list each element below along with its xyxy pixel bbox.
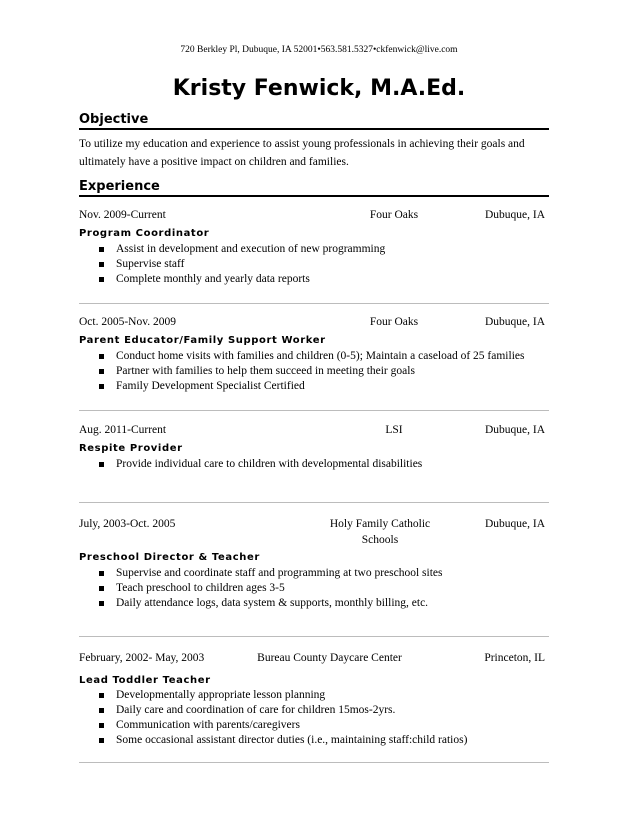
list-item (79, 733, 549, 748)
objective-line-1: To utilize my education and experience to assist young professionals in achieving their goals and (79, 138, 525, 150)
job-date: Aug. 2011-Current (79, 424, 167, 436)
job-title: Respite Provider (79, 443, 183, 454)
job-header-row (79, 421, 549, 439)
job-header-row (79, 516, 549, 550)
job-org (315, 516, 445, 548)
bullet-text: Daily care and coordination of care for children 15mos-2yrs. (116, 704, 396, 716)
bullet-text: Conduct home visits with families and children (0-5); Maintain a caseload of 25 families (116, 350, 525, 362)
square-bullet-icon (99, 723, 104, 728)
job-org: Four Oaks (369, 316, 419, 328)
contact-line: 720 Berkley Pl, Dubuque, IA 52001•563.581.5327•ckfenwick@live.com (180, 45, 458, 55)
job-entry (79, 649, 549, 748)
job-date: February, 2002- May, 2003 (79, 652, 205, 664)
divider (79, 410, 549, 411)
job-org-line-2: Schools (361, 534, 399, 546)
list-item (79, 703, 549, 718)
list-item (79, 349, 549, 364)
list-item (79, 364, 549, 379)
job-location: Dubuque, IA (484, 518, 545, 530)
objective-text (79, 135, 549, 171)
list-item (79, 581, 549, 596)
list-item (79, 257, 549, 272)
job-title: Parent Educator/Family Support Worker (79, 335, 326, 346)
bullet-text: Supervise and coordinate staff and programming at two preschool sites (116, 567, 443, 579)
resume-name: Kristy Fenwick, M.A.Ed. (172, 76, 466, 101)
divider (79, 303, 549, 304)
bullet-text: Complete monthly and yearly data reports (116, 273, 310, 285)
bullet-text: Communication with parents/caregivers (116, 719, 300, 731)
square-bullet-icon (99, 369, 104, 374)
job-location: Princeton, IL (484, 652, 545, 664)
list-item (79, 596, 549, 611)
bullet-text: Assist in development and execution of new programming (116, 243, 386, 255)
list-item (79, 242, 549, 257)
divider (79, 636, 549, 637)
list-item (79, 457, 549, 472)
job-entry (79, 516, 549, 611)
job-bullet-list (79, 349, 549, 394)
job-header-row (79, 649, 549, 667)
job-date: Nov. 2009-Current (79, 209, 166, 221)
job-org: Bureau County Daycare Center (257, 652, 402, 664)
divider (79, 762, 549, 763)
job-date: July, 2003-Oct. 2005 (79, 518, 176, 530)
job-bullet-list (79, 242, 549, 287)
job-date: Oct. 2005-Nov. 2009 (79, 316, 176, 328)
square-bullet-icon (99, 586, 104, 591)
job-bullet-list (79, 566, 549, 611)
square-bullet-icon (99, 384, 104, 389)
square-bullet-icon (99, 601, 104, 606)
job-title: Lead Toddler Teacher (79, 675, 211, 686)
square-bullet-icon (99, 262, 104, 267)
job-location: Dubuque, IA (484, 316, 545, 328)
objective-line-2: ultimately have a positive impact on children and families. (79, 156, 349, 168)
square-bullet-icon (99, 571, 104, 576)
square-bullet-icon (99, 462, 104, 467)
job-location: Dubuque, IA (484, 209, 545, 221)
list-item (79, 272, 549, 287)
bullet-text: Developmentally appropriate lesson planning (116, 689, 326, 701)
bullet-text: Some occasional assistant director duties (i.e., maintaining staff:child ratios) (116, 734, 468, 746)
objective-heading: Objective (79, 112, 549, 130)
bullet-text: Partner with families to help them succeed in meeting their goals (116, 365, 415, 377)
square-bullet-icon (99, 247, 104, 252)
job-bullet-list (79, 457, 549, 472)
bullet-text: Teach preschool to children ages 3-5 (116, 582, 285, 594)
job-header-row (79, 313, 549, 331)
square-bullet-icon (99, 738, 104, 743)
job-org: Four Oaks (369, 209, 419, 221)
job-entry (79, 206, 549, 287)
square-bullet-icon (99, 354, 104, 359)
list-item (79, 688, 549, 703)
square-bullet-icon (99, 708, 104, 713)
experience-heading: Experience (79, 179, 549, 197)
list-item (79, 718, 549, 733)
job-location: Dubuque, IA (484, 424, 545, 436)
bullet-text: Supervise staff (116, 258, 185, 270)
job-bullet-list (79, 688, 549, 748)
job-title: Preschool Director & Teacher (79, 552, 260, 563)
list-item (79, 566, 549, 581)
job-entry (79, 313, 549, 394)
square-bullet-icon (99, 277, 104, 282)
job-org: LSI (385, 424, 403, 436)
bullet-text: Daily attendance logs, data system & supports, monthly billing, etc. (116, 597, 429, 609)
bullet-text: Family Development Specialist Certified (116, 380, 305, 392)
job-header-row (79, 206, 549, 224)
bullet-text: Provide individual care to children with developmental disabilities (116, 458, 423, 470)
list-item (79, 379, 549, 394)
job-entry (79, 421, 549, 472)
square-bullet-icon (99, 693, 104, 698)
job-title: Program Coordinator (79, 228, 210, 239)
job-org-line-1: Holy Family Catholic (329, 518, 431, 530)
divider (79, 502, 549, 503)
